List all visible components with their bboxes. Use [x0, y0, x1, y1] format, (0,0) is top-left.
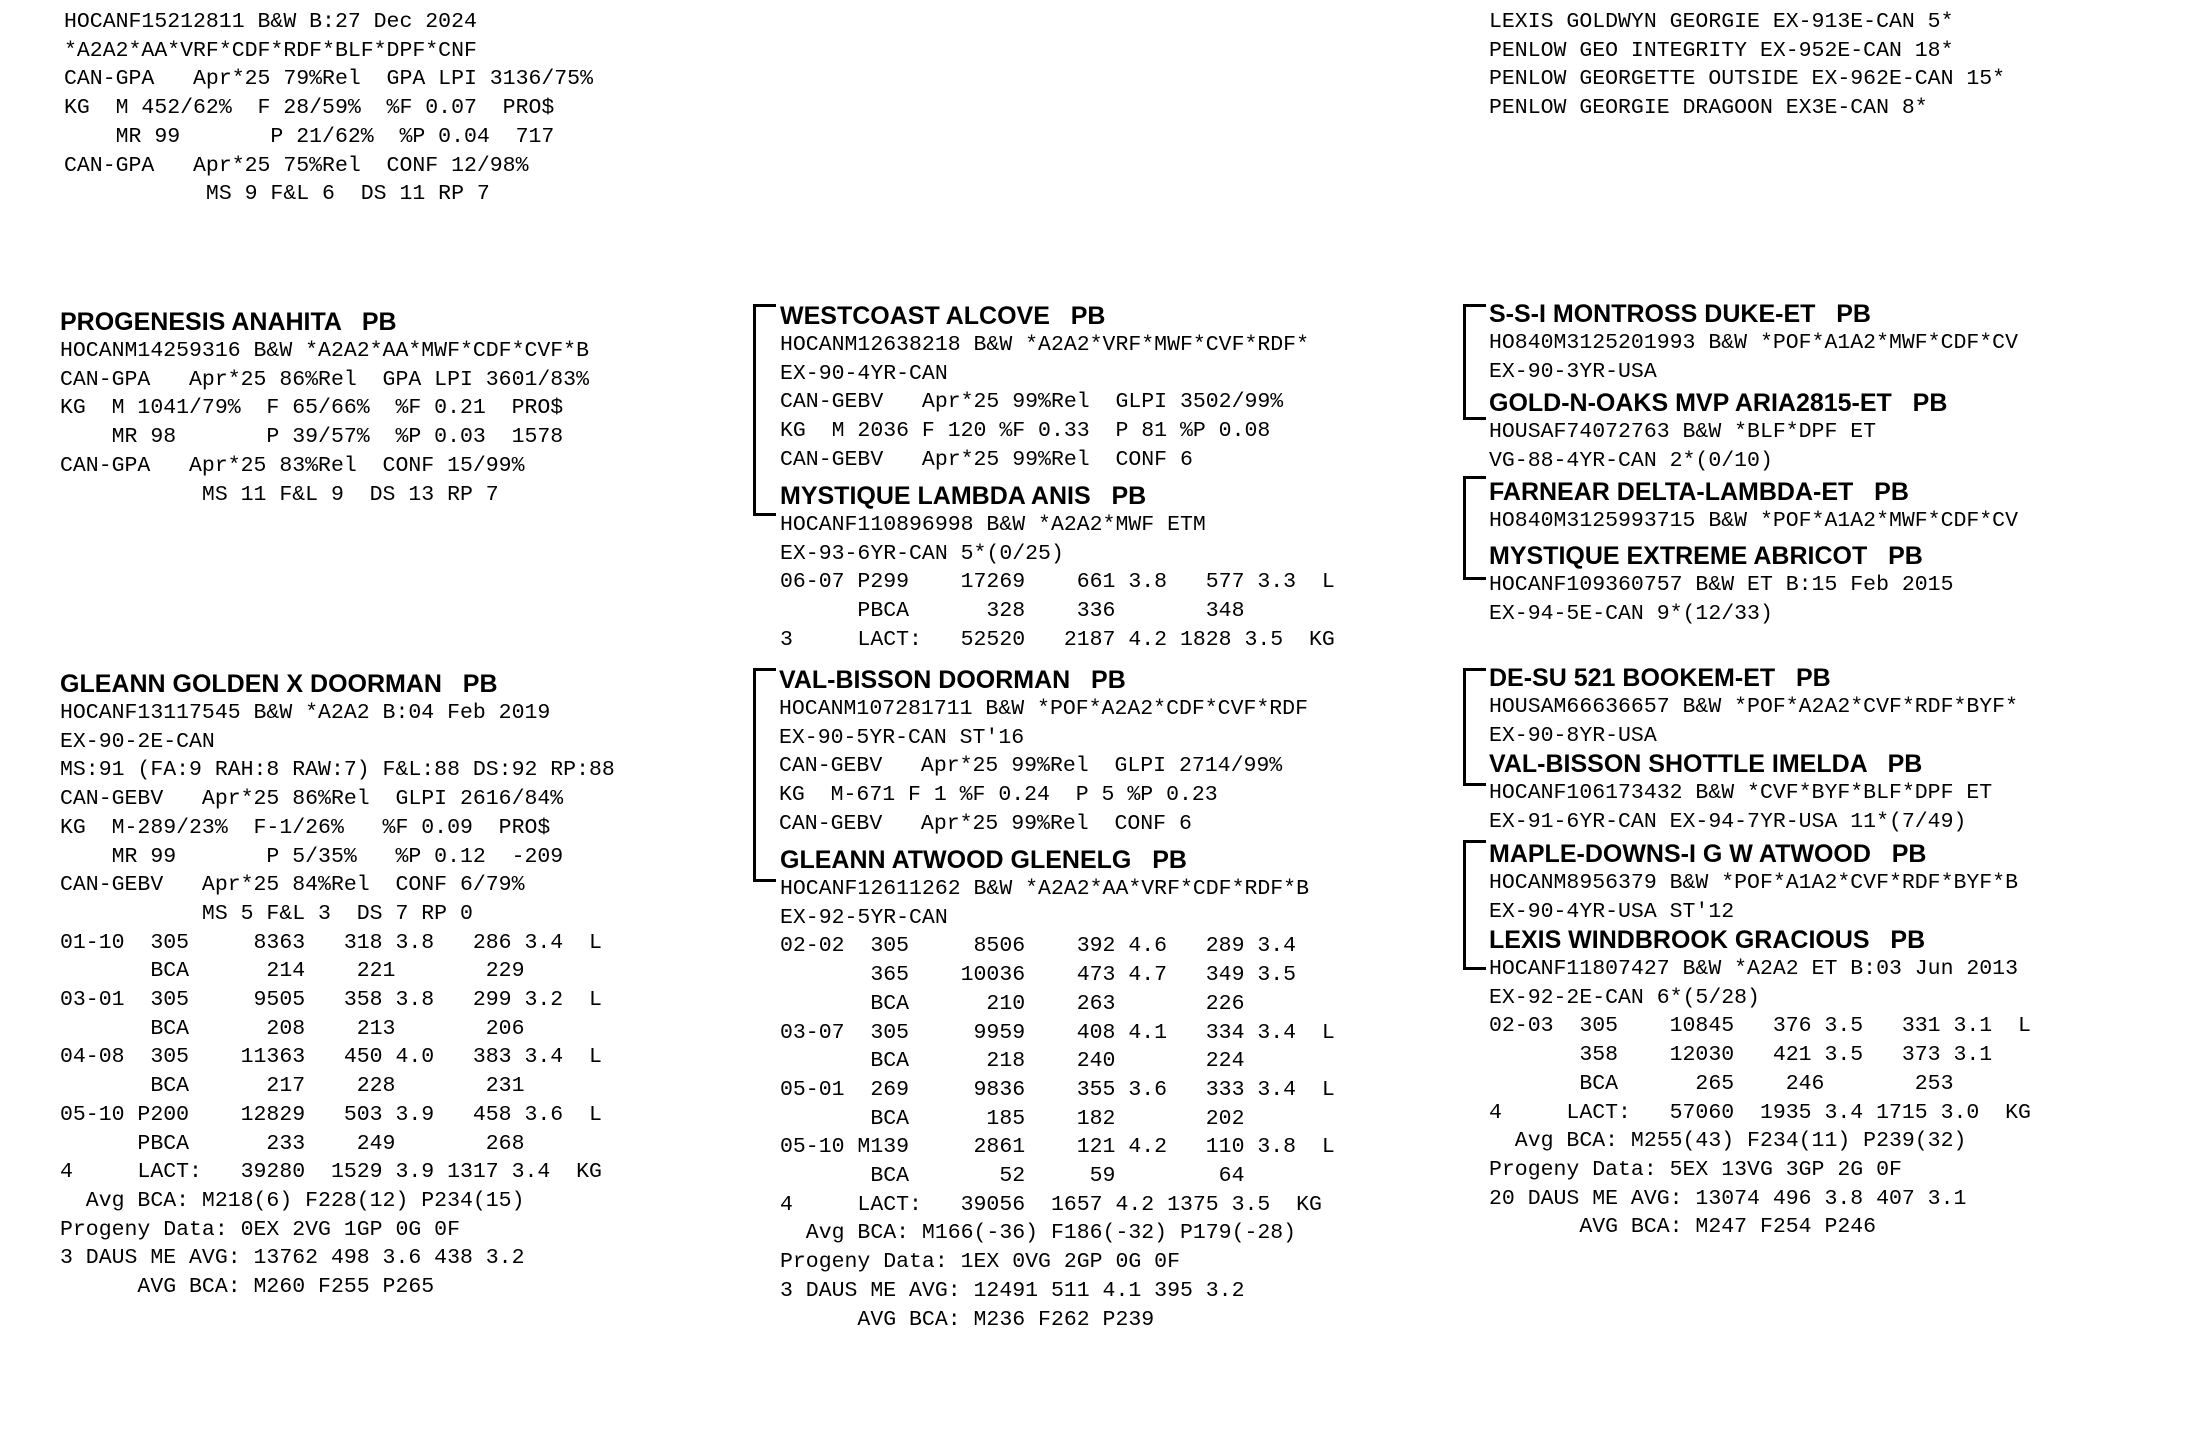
animal-name: WESTCOAST ALCOVE PB [780, 302, 1106, 330]
record-line: 05-10 P200 12829 503 3.9 458 3.6 L [60, 1102, 602, 1127]
record-line: 3 DAUS ME AVG: 13762 498 3.6 438 3.2 [60, 1246, 525, 1271]
record-line: CAN-GEBV Apr*25 86%Rel GLPI 2616/84% [60, 787, 564, 812]
record-line: BCA 217 228 231 [60, 1074, 525, 1099]
record-line: LEXIS GOLDWYN GEORGIE EX-913E-CAN 5* [1489, 10, 1954, 34]
pedigree-bracket [1463, 840, 1486, 970]
pedigree-bracket [1463, 668, 1486, 786]
record-line: HO840M3125993715 B&W *POF*A1A2*MWF*CDF*CV [1489, 509, 2018, 533]
record-line: CAN-GEBV Apr*25 99%Rel GLPI 2714/99% [779, 754, 1283, 779]
record-ds-sire [1489, 662, 2018, 750]
animal-name: GLEANN GOLDEN X DOORMAN PB [60, 670, 498, 698]
record-line: 4 LACT: 39056 1657 4.2 1375 3.5 KG [780, 1192, 1322, 1217]
record-line: CAN-GEBV Apr*25 99%Rel CONF 6 [780, 447, 1193, 472]
record-line: HOCANF106173432 B&W *CVF*BYF*BLF*DPF ET [1489, 781, 1993, 805]
record-dd-dam [1489, 924, 2031, 1242]
record-line: CAN-GEBV Apr*25 84%Rel CONF 6/79% [60, 873, 525, 898]
record-line: Progeny Data: 0EX 2VG 1GP 0G 0F [60, 1217, 460, 1242]
record-line: AVG BCA: M247 F254 P246 [1489, 1215, 1877, 1240]
record-line: BCA 265 246 253 [1489, 1071, 1954, 1096]
record-line: HOCANM107281711 B&W *POF*A2A2*CDF*CVF*RDF [779, 697, 1308, 721]
record-line: MR 99 P 21/62% %P 0.04 717 [64, 124, 555, 149]
animal-name: S-S-I MONTROSS DUKE-ET PB [1489, 300, 1871, 328]
record-line: 01-10 305 8363 318 3.8 286 3.4 L [60, 930, 602, 955]
record-line: Avg BCA: M218(6) F228(12) P234(15) [60, 1188, 525, 1213]
record-line: EX-92-2E-CAN 6*(5/28) [1489, 985, 1760, 1010]
record-dam-dam [780, 844, 1335, 1334]
record-line: BCA 210 263 226 [780, 991, 1245, 1016]
record-line: PENLOW GEORGETTE OUTSIDE EX-962E-CAN 15* [1489, 67, 2006, 92]
animal-name: VAL-BISSON DOORMAN PB [779, 666, 1126, 694]
record-line: KG M-289/23% F-1/26% %F 0.09 PRO$ [60, 815, 551, 840]
record-line: MS 9 F&L 6 DS 11 RP 7 [64, 182, 490, 207]
record-line: 4 LACT: 39280 1529 3.9 1317 3.4 KG [60, 1160, 602, 1185]
animal-name: MYSTIQUE EXTREME ABRICOT PB [1489, 542, 1923, 570]
record-line: EX-92-5YR-CAN [780, 905, 948, 930]
record-line: HO840M3125201993 B&W *POF*A1A2*MWF*CDF*CV [1489, 331, 2018, 355]
record-line: 04-08 305 11363 450 4.0 383 3.4 L [60, 1045, 602, 1070]
record-line: HOCANF13117545 B&W *A2A2 B:04 Feb 2019 [60, 701, 551, 725]
record-line: HOCANM8956379 B&W *POF*A1A2*CVF*RDF*BYF*B [1489, 871, 2018, 895]
record-line: VG-88-4YR-CAN 2*(0/10) [1489, 448, 1773, 473]
record-dam [60, 668, 615, 1302]
record-line: HOCANF12611262 B&W *A2A2*AA*VRF*CDF*RDF*B [780, 877, 1309, 901]
record-line: EX-90-4YR-USA ST'12 [1489, 899, 1735, 924]
record-line: BCA 208 213 206 [60, 1016, 525, 1041]
pedigree-bracket [753, 668, 776, 882]
record-line: HOCANF15212811 B&W B:27 Dec 2024 [64, 10, 477, 34]
animal-name: GLEANN ATWOOD GLENELG PB [780, 846, 1187, 874]
record-dd-sire [1489, 838, 2018, 926]
record-line: PBCA 328 336 348 [780, 599, 1245, 624]
animal-name: DE-SU 521 BOOKEM-ET PB [1489, 664, 1831, 692]
record-line: HOCANF11807427 B&W *A2A2 ET B:03 Jun 2013 [1489, 957, 2018, 981]
animal-name: PROGENESIS ANAHITA PB [60, 308, 397, 336]
record-line: MR 98 P 39/57% %P 0.03 1578 [60, 425, 564, 450]
record-line: 06-07 P299 17269 661 3.8 577 3.3 L [780, 570, 1335, 595]
record-line: AVG BCA: M236 F262 P239 [780, 1307, 1155, 1332]
record-line: HOCANF110896998 B&W *A2A2*MWF ETM [780, 513, 1206, 537]
record-line: BCA 218 240 224 [780, 1049, 1245, 1074]
record-line: *A2A2*AA*VRF*CDF*RDF*BLF*DPF*CNF [64, 38, 477, 63]
record-line: EX-90-4YR-CAN [780, 361, 948, 386]
record-line: BCA 52 59 64 [780, 1164, 1245, 1189]
record-line: Avg BCA: M166(-36) F186(-32) P179(-28) [780, 1221, 1297, 1246]
record-line: MS 11 F&L 9 DS 13 RP 7 [60, 482, 499, 507]
record-line: EX-90-8YR-USA [1489, 723, 1657, 748]
record-line: 3 DAUS ME AVG: 12491 511 4.1 395 3.2 [780, 1278, 1245, 1303]
record-line: 20 DAUS ME AVG: 13074 496 3.8 407 3.1 [1489, 1186, 1967, 1211]
record-line: 05-10 M139 2861 121 4.2 110 3.8 L [780, 1135, 1335, 1160]
record-line: BCA 185 182 202 [780, 1106, 1245, 1131]
record-top-dam [64, 8, 593, 209]
record-ss-dam [1489, 387, 1947, 475]
record-line: HOCANM14259316 B&W *A2A2*AA*MWF*CDF*CVF*B [60, 339, 589, 363]
record-line: Progeny Data: 1EX 0VG 2GP 0G 0F [780, 1250, 1180, 1275]
record-line: 4 LACT: 57060 1935 3.4 1715 3.0 KG [1489, 1100, 2031, 1125]
record-line: Progeny Data: 5EX 13VG 3GP 2G 0F [1489, 1157, 1902, 1182]
record-sire-dam [780, 480, 1335, 655]
animal-name: VAL-BISSON SHOTTLE IMELDA PB [1489, 750, 1923, 778]
record-line: CAN-GPA Apr*25 79%Rel GPA LPI 3136/75% [64, 67, 593, 92]
animal-name: FARNEAR DELTA-LAMBDA-ET PB [1489, 478, 1909, 506]
record-line: EX-90-2E-CAN [60, 729, 215, 754]
record-line: KG M-671 F 1 %F 0.24 P 5 %P 0.23 [779, 783, 1218, 808]
record-top-right-progeny [1489, 8, 2005, 123]
record-line: KG M 1041/79% F 65/66% %F 0.21 PRO$ [60, 396, 564, 421]
record-line: 03-01 305 9505 358 3.8 299 3.2 L [60, 988, 602, 1013]
pedigree-bracket [1463, 476, 1486, 580]
record-line: CAN-GEBV Apr*25 99%Rel GLPI 3502/99% [780, 390, 1284, 415]
record-ss-sire [1489, 298, 2018, 386]
pedigree-bracket [753, 304, 776, 516]
record-line: 05-01 269 9836 355 3.6 333 3.4 L [780, 1077, 1335, 1102]
record-line: BCA 214 221 229 [60, 959, 525, 984]
animal-name: GOLD-N-OAKS MVP ARIA2815-ET PB [1489, 389, 1948, 417]
record-line: HOCANF109360757 B&W ET B:15 Feb 2015 [1489, 573, 1954, 597]
record-line: KG M 2036 F 120 %F 0.33 P 81 %P 0.08 [780, 419, 1271, 444]
record-line: EX-90-3YR-USA [1489, 359, 1657, 384]
record-line: PENLOW GEORGIE DRAGOON EX3E-CAN 8* [1489, 96, 1928, 121]
record-line: EX-91-6YR-CAN EX-94-7YR-USA 11*(7/49) [1489, 809, 1967, 834]
record-line: KG M 452/62% F 28/59% %F 0.07 PRO$ [64, 96, 555, 121]
record-line: 02-02 305 8506 392 4.6 289 3.4 [780, 934, 1297, 959]
record-line: EX-94-5E-CAN 9*(12/33) [1489, 601, 1773, 626]
record-line: 02-03 305 10845 376 3.5 331 3.1 L [1489, 1014, 2031, 1039]
record-line: PBCA 233 249 268 [60, 1131, 525, 1156]
animal-name: MAPLE-DOWNS-I G W ATWOOD PB [1489, 840, 1927, 868]
record-line: MR 99 P 5/35% %P 0.12 -209 [60, 844, 564, 869]
record-line: 358 12030 421 3.5 373 3.1 [1489, 1043, 1993, 1068]
record-line: 03-07 305 9959 408 4.1 334 3.4 L [780, 1020, 1335, 1045]
record-sd-sire [1489, 476, 2018, 536]
record-line: EX-93-6YR-CAN 5*(0/25) [780, 541, 1064, 566]
record-line: HOUSAM66636657 B&W *POF*A2A2*CVF*RDF*BYF* [1489, 695, 2018, 719]
record-line: MS 5 F&L 3 DS 7 RP 0 [60, 901, 473, 926]
record-dam-sire [779, 664, 1308, 839]
record-sire [60, 306, 589, 509]
record-line: CAN-GPA Apr*25 75%Rel CONF 12/98% [64, 153, 529, 178]
record-sire-sire [780, 300, 1309, 475]
record-line: CAN-GPA Apr*25 83%Rel CONF 15/99% [60, 453, 525, 478]
record-line: CAN-GPA Apr*25 86%Rel GPA LPI 3601/83% [60, 367, 589, 392]
record-line: CAN-GEBV Apr*25 99%Rel CONF 6 [779, 811, 1192, 836]
animal-name: LEXIS WINDBROOK GRACIOUS PB [1489, 926, 1926, 954]
record-line: PENLOW GEO INTEGRITY EX-952E-CAN 18* [1489, 38, 1954, 63]
record-ds-dam [1489, 748, 1992, 836]
record-sd-dam [1489, 540, 1953, 628]
record-line: HOUSAF74072763 B&W *BLF*DPF ET [1489, 420, 1877, 444]
record-line: MS:91 (FA:9 RAH:8 RAW:7) F&L:88 DS:92 RP:88 [60, 758, 615, 783]
record-line: Avg BCA: M255(43) F234(11) P239(32) [1489, 1129, 1967, 1154]
record-line: EX-90-5YR-CAN ST'16 [779, 725, 1025, 750]
pedigree-bracket [1463, 304, 1486, 420]
record-line: 365 10036 473 4.7 349 3.5 [780, 963, 1297, 988]
record-line: HOCANM12638218 B&W *A2A2*VRF*MWF*CVF*RDF* [780, 333, 1309, 357]
animal-name: MYSTIQUE LAMBDA ANIS PB [780, 482, 1147, 510]
record-line: 3 LACT: 52520 2187 4.2 1828 3.5 KG [780, 627, 1335, 652]
record-line: AVG BCA: M260 F255 P265 [60, 1275, 435, 1300]
